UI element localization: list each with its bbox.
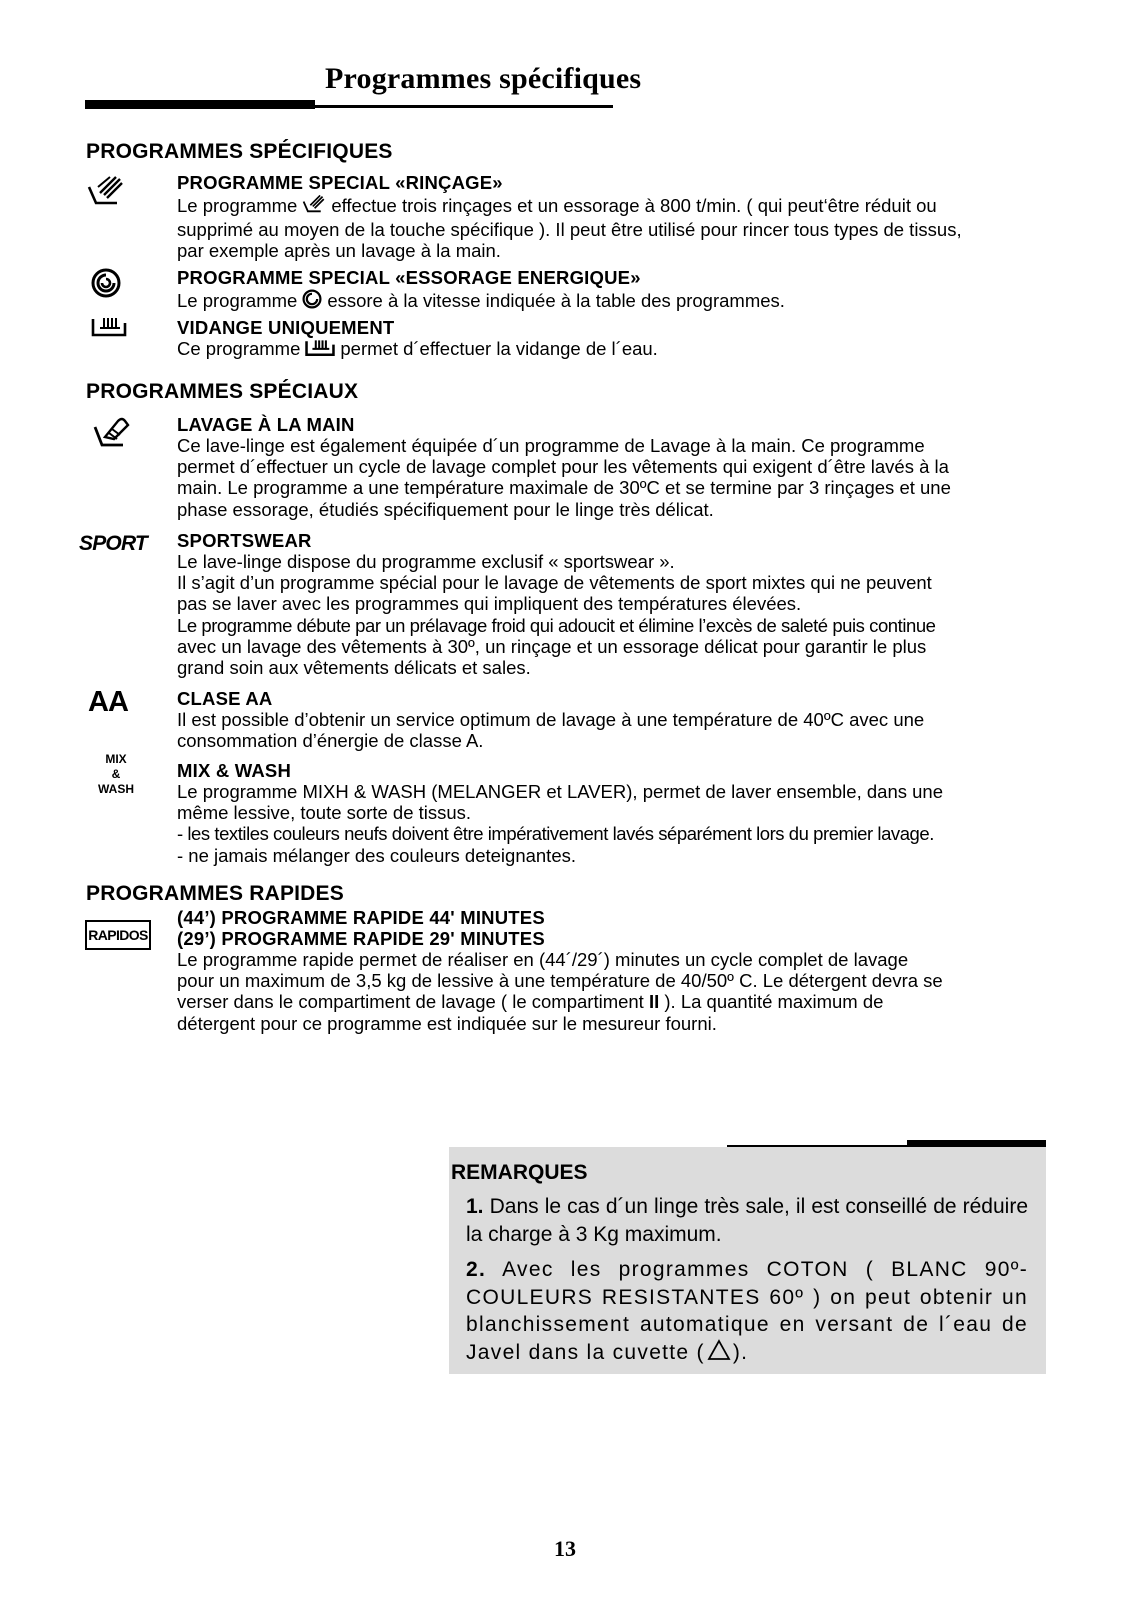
mix-wash-line: - les textiles couleurs neufs doivent être impérativement lavés séparément lors du premier lavage. xyxy=(177,823,934,845)
bleach-triangle-icon xyxy=(707,1339,731,1369)
sportswear-line: pas se laver avec les programmes qui impliquent des températures élevées. xyxy=(177,593,802,615)
rincage-block xyxy=(177,172,1047,262)
rinse-icon xyxy=(86,173,126,209)
lavage-main-block xyxy=(177,414,1047,520)
rincage-text xyxy=(177,193,1047,262)
sportswear-block xyxy=(177,530,1047,678)
remark-number: 1. xyxy=(466,1195,484,1218)
lavage-main-text xyxy=(177,435,1047,520)
rapides-line xyxy=(177,991,1037,1012)
remarks-box xyxy=(449,1147,1046,1374)
rincage-line1 xyxy=(177,193,1047,219)
sportswear-line: Il s’agit d’un programme spécial pour le lavage de vêtements de sport mixtes qui ne peuvent xyxy=(177,572,932,594)
compartment-label: II xyxy=(648,991,660,1013)
rincage-line3: par exemple après un lavage à la main. xyxy=(177,240,501,262)
vidange-title: VIDANGE UNIQUEMENT xyxy=(177,317,395,338)
remark-text: Dans le cas d´un linge très sale, il est conseillé de réduire la charge à 3 Kg maximum. xyxy=(466,1195,1028,1246)
section-heading-rapides: PROGRAMMES RAPIDES xyxy=(86,882,344,905)
vidange-block xyxy=(177,317,1047,362)
essorage-text xyxy=(177,288,1047,314)
mix-wash-line: - ne jamais mélanger des couleurs deteignantes. xyxy=(177,844,577,866)
mix-wash-text xyxy=(177,781,1047,866)
rapides-line: Le programme rapide permet de réaliser en (44´/29´) minutes un cycle complet de lavage xyxy=(177,949,909,970)
drain-inline-icon xyxy=(304,338,336,362)
mix-wash-block xyxy=(177,760,1047,866)
section-heading-specifiques: PROGRAMMES SPÉCIFIQUES xyxy=(86,140,393,163)
rapides-line3-post: ). La quantité maximum de xyxy=(659,991,884,1013)
sportswear-line: avec un lavage des vêtements à 30º, un rinçage et un essorage délicat pour garantir le plus xyxy=(177,635,927,657)
remark-text: Avec les programmes COTON ( BLANC 90º-COULEURS RESISTANTES 60º ) on peut obtenir un blanchissement automatique en versant de l´eau de Javel dans la cuvette ( xyxy=(466,1258,1028,1364)
remark-text-end: ). xyxy=(732,1340,749,1364)
sportswear-line: Le programme débute par un prélavage froid qui adoucit et élimine l’excès de saleté puis continue xyxy=(177,614,936,636)
essorage-title: PROGRAMME SPECIAL «ESSORAGE ENERGIQUE» xyxy=(177,267,641,288)
page-number: 13 xyxy=(554,1536,576,1561)
rapides-line: détergent pour ce programme est indiquée sur le mesureur fourni. xyxy=(177,1012,717,1034)
mix-wash-icon-line: WASH xyxy=(98,782,134,796)
hand-wash-icon xyxy=(92,413,132,451)
remarks-rule-thick xyxy=(907,1140,1046,1147)
essorage-block xyxy=(177,267,1047,314)
title-rule-thick xyxy=(85,100,315,109)
rincage-title: PROGRAMME SPECIAL «RINÇAGE» xyxy=(177,172,503,193)
spin-icon xyxy=(89,266,123,300)
sport-icon: SPORT xyxy=(79,532,147,555)
rincage-line2: supprimé au moyen de la touche spécifique ). Il peut être utilisé pour rincer tous types de tissus, xyxy=(177,219,962,241)
rapides-block xyxy=(177,907,1047,1034)
lavage-main-line: main. Le programme a une température maximale de 30ºC et se termine par 3 rinçages et une xyxy=(177,477,951,499)
lavage-main-line: phase essorage, étudiés spécifiquement pour le linge très délicat. xyxy=(177,498,714,520)
clase-aa-block xyxy=(177,688,1047,751)
drain-icon xyxy=(90,316,128,338)
rapides-line: pour un maximum de 3,5 kg de lessive à une température de 40/50º C. Le détergent devra se xyxy=(177,970,943,992)
page-title: Programmes spécifiques xyxy=(325,62,642,95)
mix-wash-icon xyxy=(92,752,140,797)
remarks-title: REMARQUES xyxy=(451,1161,588,1184)
section-heading-speciaux: PROGRAMMES SPÉCIAUX xyxy=(86,380,359,403)
mix-wash-icon-line: MIX xyxy=(105,752,127,766)
mix-wash-title: MIX & WASH xyxy=(177,760,292,781)
sportswear-title: SPORTSWEAR xyxy=(177,530,312,551)
rinse-inline-icon xyxy=(301,193,327,219)
essorage-text-post: essore à la vitesse indiquée à la table des programmes. xyxy=(327,290,785,311)
sportswear-text xyxy=(177,551,1047,678)
title-rule-thin xyxy=(315,105,613,108)
sportswear-line: grand soin aux vêtements délicats et sales. xyxy=(177,657,531,679)
rapides-line3-pre: verser dans le compartiment de lavage ( le compartiment xyxy=(177,991,649,1013)
rapide-44-title: (44’) PROGRAMME RAPIDE 44' MINUTES xyxy=(177,907,545,928)
clase-aa-title: CLASE AA xyxy=(177,688,273,709)
rapide-29-title: (29’) PROGRAMME RAPIDE 29' MINUTES xyxy=(177,928,545,949)
mix-wash-icon-line: & xyxy=(111,767,121,781)
essorage-text-pre: Le programme xyxy=(177,290,298,311)
vidange-text-pre: Ce programme xyxy=(177,338,301,359)
vidange-text-post: permet d´effectuer la vidange de l´eau. xyxy=(340,338,658,359)
remark-item-1 xyxy=(466,1193,1028,1248)
rapidos-icon: RAPIDOS xyxy=(85,920,151,950)
clase-aa-line: Il est possible d’obtenir un service optimum de lavage à une température de 40ºC avec une xyxy=(177,709,925,730)
lavage-main-line: Ce lave-linge est également équipée d´un programme de Lavage à la main. Ce programme xyxy=(177,435,925,456)
remark-number: 2. xyxy=(466,1258,487,1281)
spin-inline-icon xyxy=(301,288,323,314)
rincage-line1-post: effectue trois rinçages et un essorage à 800 t/min. ( qui peut‘être réduit ou xyxy=(331,195,937,216)
remark-item-2 xyxy=(466,1256,1028,1368)
vidange-text xyxy=(177,338,1047,362)
clase-aa-text xyxy=(177,709,1047,751)
mix-wash-line: Le programme MIXH & WASH (MELANGER et LAVER), permet de laver ensemble, dans une xyxy=(177,781,943,802)
lavage-main-title: LAVAGE À LA MAIN xyxy=(177,414,355,435)
rincage-line1-pre: Le programme xyxy=(177,195,298,216)
sportswear-line: Le lave-linge dispose du programme exclusif « sportswear ». xyxy=(177,551,675,572)
class-aa-icon: AA xyxy=(88,686,128,718)
clase-aa-line: consommation d’énergie de classe A. xyxy=(177,730,484,752)
lavage-main-line: permet d´effectuer un cycle de lavage complet pour les vêtements qui exigent d´être lavés à la xyxy=(177,456,949,478)
rapides-text xyxy=(177,949,1037,1034)
mix-wash-line: même lessive, toute sorte de tissus. xyxy=(177,802,472,824)
